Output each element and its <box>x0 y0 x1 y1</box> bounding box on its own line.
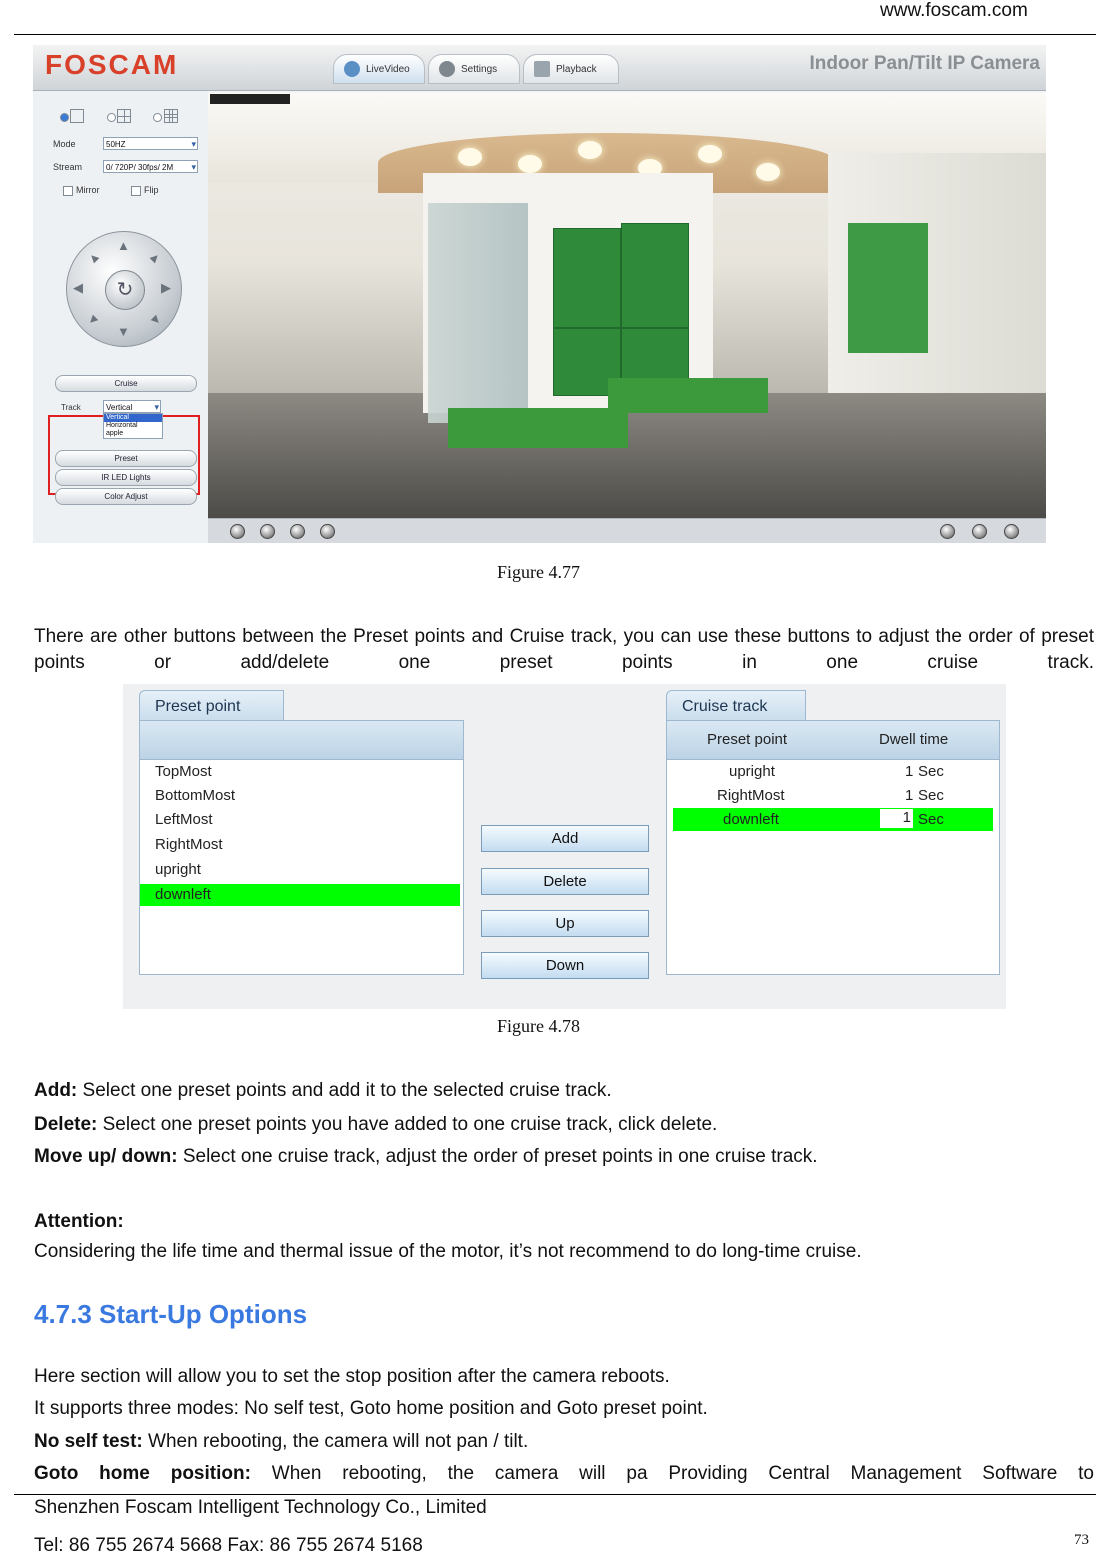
section-line-2: It supports three modes: No self test, Goto home position and Goto preset point. <box>34 1398 708 1419</box>
gear-icon <box>439 61 455 77</box>
fullscreen-icon[interactable] <box>1004 524 1019 539</box>
dwell-number-input[interactable]: 1 <box>880 809 913 828</box>
talk-icon[interactable] <box>320 524 335 539</box>
header-rule <box>14 34 1096 35</box>
header-url: www.foscam.com <box>880 0 1028 21</box>
up-button[interactable]: Up <box>481 910 649 937</box>
pan-left-icon[interactable]: ◀ <box>73 280 83 295</box>
col-dwell-time: Dwell time <box>879 731 949 748</box>
video-lamp <box>458 148 482 166</box>
no-self-test-line: No self test: When rebooting, the camera will not pan / tilt. <box>34 1431 529 1452</box>
dwell-unit: Sec <box>918 763 944 780</box>
layout-quad-icon[interactable] <box>117 109 131 123</box>
layout-radio-1[interactable] <box>60 113 69 122</box>
ir-led-lights-button[interactable]: IR LED Lights <box>55 469 197 486</box>
goto-home-line: Goto home position: When rebooting, the camera will pa Providing Central Management Software to <box>34 1463 1094 1484</box>
video-green-bench <box>608 378 768 413</box>
col-preset-point: Preset point <box>707 731 788 748</box>
footer-company: Shenzhen Foscam Intelligent Technology Co., Limited <box>34 1497 487 1518</box>
definition-move: Move up/ down: Select one cruise track, adjust the order of preset points in one cruise track. <box>34 1146 818 1167</box>
dwell-number: 1 <box>905 763 914 780</box>
delete-button[interactable]: Delete <box>481 868 649 895</box>
preset-point-list <box>139 759 464 975</box>
track-option[interactable]: apple <box>106 430 124 437</box>
cruise-point[interactable]: upright <box>729 763 775 780</box>
preset-item[interactable]: TopMost <box>155 763 212 780</box>
preset-item[interactable]: upright <box>155 861 201 878</box>
camera-web-ui-screenshot <box>33 45 1046 543</box>
preset-item[interactable]: RightMost <box>155 836 223 853</box>
stop-icon[interactable] <box>260 524 275 539</box>
footer-rule <box>14 1494 1096 1495</box>
video-toolbar <box>208 518 1046 543</box>
layout-radio-4[interactable] <box>107 113 116 122</box>
control-panel <box>33 91 208 543</box>
cruise-point[interactable]: RightMost <box>717 787 785 804</box>
video-green-panel <box>553 228 621 328</box>
track-dropdown-list <box>103 413 163 439</box>
cruise-track-editor-screenshot <box>123 684 1006 1009</box>
mode-select[interactable]: 50HZ ▾ <box>103 137 198 150</box>
foscam-logo: FOSCAM <box>45 49 179 80</box>
calendar-icon <box>534 61 550 77</box>
cruise-track-tab[interactable]: Cruise track <box>666 690 806 722</box>
pan-down-right-icon[interactable]: ▼ <box>145 309 166 330</box>
pan-down-left-icon[interactable]: ▼ <box>83 309 104 330</box>
preset-item[interactable]: LeftMost <box>155 811 213 828</box>
camera-topbar <box>33 45 1046 91</box>
mode-label: Mode <box>53 139 76 149</box>
cruise-track-header <box>666 720 1000 760</box>
stream-select[interactable]: 0/ 720P/ 30fps/ 2M ▾ <box>103 160 198 173</box>
footer-contact: Tel: 86 755 2674 5668 Fax: 86 755 2674 5168 <box>34 1535 423 1556</box>
flip-label: Flip <box>144 185 159 195</box>
figure-4-78-caption: Figure 4.78 <box>497 1016 580 1036</box>
preset-item[interactable]: BottomMost <box>155 787 236 804</box>
video-timestamp-overlay <box>210 94 290 104</box>
track-option[interactable]: Horizontal <box>106 422 138 429</box>
ptz-control-wheel[interactable] <box>66 231 182 347</box>
intro-paragraph: There are other buttons between the Preset points and Cruise track, you can use these buttons to adjust the order of preset points or add/delete one preset points in one cruise track. <box>34 626 1094 673</box>
ptz-home-icon[interactable]: ↻ <box>105 270 145 310</box>
camera-icon <box>344 61 360 77</box>
preset-item[interactable]: downleft <box>155 886 211 903</box>
track-label: Track <box>61 403 81 412</box>
mirror-label: Mirror <box>76 185 100 195</box>
video-green-room <box>848 223 928 353</box>
cruise-track-list <box>666 759 1000 975</box>
mirror-checkbox[interactable] <box>63 186 73 196</box>
cruise-point[interactable]: downleft <box>723 811 779 828</box>
video-green-panel <box>621 223 689 328</box>
track-option[interactable]: Vertical <box>104 414 162 422</box>
video-lamp <box>698 145 722 163</box>
page-number: 73 <box>1074 1532 1089 1548</box>
pan-up-icon[interactable]: ▲ <box>117 238 130 253</box>
audio-icon[interactable] <box>290 524 305 539</box>
definition-delete: Delete: Select one preset points you have added to one cruise track, click delete. <box>34 1114 718 1135</box>
play-icon[interactable] <box>230 524 245 539</box>
product-title: Indoor Pan/Tilt IP Camera <box>809 53 1040 74</box>
attention-title: Attention: <box>34 1211 124 1232</box>
track-select[interactable]: Vertical ▾ <box>103 400 161 413</box>
dwell-unit: Sec <box>918 787 944 804</box>
layout-single-icon[interactable] <box>70 109 84 123</box>
stream-label: Stream <box>53 162 83 172</box>
dwell-number: 1 <box>905 787 914 804</box>
dwell-unit: Sec <box>918 811 944 828</box>
preset-button[interactable]: Preset <box>55 450 197 467</box>
definition-add: Add: Select one preset points and add it to the selected cruise track. <box>34 1080 612 1101</box>
video-lamp <box>756 163 780 181</box>
pan-right-icon[interactable]: ▶ <box>161 280 171 295</box>
figure-4-77-caption: Figure 4.77 <box>497 562 580 582</box>
selected-row-highlight <box>673 808 993 831</box>
down-button[interactable]: Down <box>481 952 649 979</box>
layout-nine-icon[interactable] <box>164 109 178 123</box>
tab-playback[interactable]: Playback <box>523 54 619 84</box>
color-adjust-button[interactable]: Color Adjust <box>55 488 197 505</box>
live-video-view[interactable] <box>208 93 1046 518</box>
pan-up-right-icon[interactable]: ▲ <box>145 247 166 268</box>
tab-settings[interactable]: Settings <box>428 54 520 84</box>
record-icon[interactable] <box>972 524 987 539</box>
attention-text: Considering the life time and thermal issue of the motor, it’s not recommend to do long-time cruise. <box>34 1241 862 1262</box>
layout-radio-9[interactable] <box>153 113 162 122</box>
pan-down-icon[interactable]: ▼ <box>117 324 130 339</box>
snapshot-icon[interactable] <box>940 524 955 539</box>
video-lamp <box>518 155 542 173</box>
video-lamp <box>578 141 602 159</box>
video-glass-window <box>428 203 528 423</box>
flip-checkbox[interactable] <box>131 186 141 196</box>
video-green-bench <box>448 408 628 448</box>
preset-point-tab[interactable]: Preset point <box>139 690 284 722</box>
tab-livevideo[interactable]: LiveVideo <box>333 54 425 84</box>
section-heading: 4.7.3 Start-Up Options <box>34 1299 308 1329</box>
section-line-1: Here section will allow you to set the stop position after the camera reboots. <box>34 1366 670 1387</box>
cruise-button[interactable]: Cruise <box>55 375 197 392</box>
pan-up-left-icon[interactable]: ▲ <box>83 247 104 268</box>
preset-point-bar <box>139 720 464 760</box>
add-button[interactable]: Add <box>481 825 649 852</box>
